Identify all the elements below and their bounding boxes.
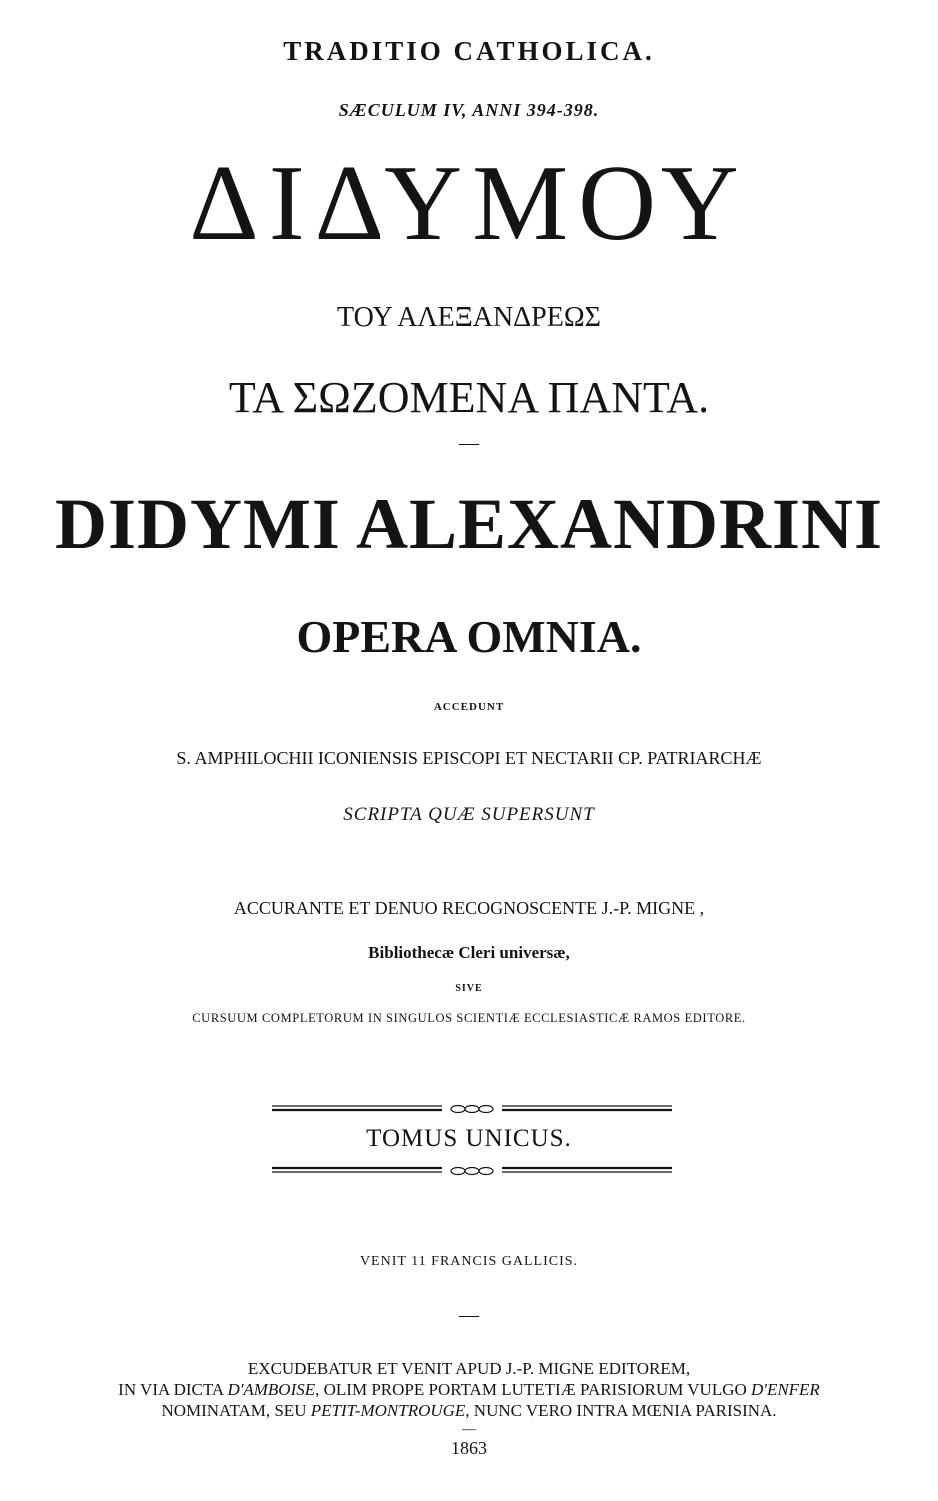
volume-label: TOMUS UNICUS.	[366, 1125, 572, 1152]
scripta-line: SCRIPTA QUÆ SUPERSUNT	[343, 804, 595, 825]
latin-subtitle: OPERA OMNIA.	[296, 611, 642, 662]
collection-title: TRADITIO CATHOLICA.	[283, 36, 655, 66]
bibliotheca-line: Bibliothecæ Cleri universæ,	[368, 943, 570, 962]
editor-line: ACCURANTE ET DENUO RECOGNOSCENTE J.-P. MIGNE ,	[233, 898, 705, 918]
separator-dash: —	[459, 432, 479, 454]
imprint-3-b: PETIT-MONTROUGE	[310, 1401, 466, 1420]
publication-year: 1863	[451, 1438, 487, 1458]
imprint-line-2	[0, 1380, 938, 1400]
imprint-2-c: , OLIM PROPE PORTAM LUTETIÆ PARISIORUM VULGO	[315, 1380, 752, 1399]
ornamental-rule-top	[272, 1101, 672, 1117]
cursuum-line: CURSUUM COMPLETORUM IN SINGULOS SCIENTIÆ ECCLESIASTICÆ RAMOS EDITORE.	[192, 1011, 746, 1025]
imprint-3-a: NOMINATAM, SEU	[161, 1401, 311, 1420]
imprint-2-a: IN VIA DICTA	[118, 1380, 228, 1399]
imprint-2-b: D'AMBOISE	[227, 1380, 316, 1399]
accedunt-label: ACCEDUNT	[433, 701, 505, 713]
imprint-3-c: , NUNC VERO INTRA MŒNIA PARISINA.	[465, 1401, 777, 1420]
ornamental-rule-bottom	[272, 1163, 672, 1179]
imprint-line-1: EXCUDEBATUR ET VENIT APUD J.-P. MIGNE EDITOREM,	[247, 1359, 691, 1378]
separator-dash-2: —	[459, 1304, 479, 1326]
greek-works: ΤΑ ΣΩΖΟΜΕΝΑ ΠΑΝΤΑ.	[228, 373, 710, 422]
greek-title: ΔΙΔΥΜΟΥ	[189, 144, 749, 263]
period-line: SÆCULUM IV, ANNI 394-398.	[338, 100, 600, 120]
latin-title: DIDYMI ALEXANDRINI	[54, 484, 884, 564]
additional-authors: S. AMPHILOCHII ICONIENSIS EPISCOPI ET NECTARII CP. PATRIARCHÆ	[176, 748, 762, 768]
sive-label: SIVE	[455, 983, 483, 994]
separator-dash-3: —	[462, 1422, 476, 1437]
imprint-line-3	[0, 1401, 938, 1421]
price-line: VENIT 11 FRANCIS GALLICIS.	[359, 1254, 579, 1269]
greek-subtitle: ΤΟΥ ΑΛΕΞΑΝΔΡΕΩΣ	[337, 302, 601, 333]
imprint-2-d: D'ENFER	[751, 1380, 820, 1399]
